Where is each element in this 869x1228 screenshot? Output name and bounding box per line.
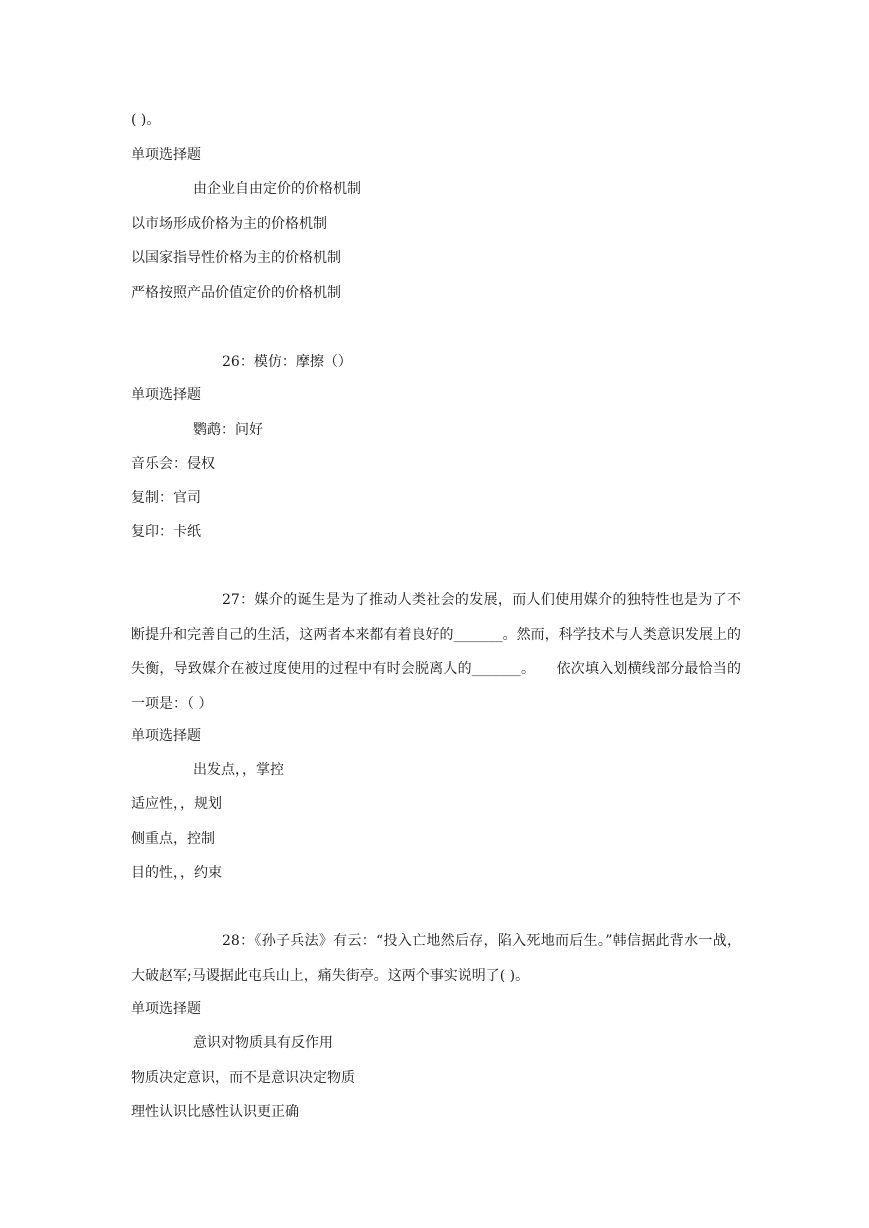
q26-option-b: 音乐会：侵权: [131, 456, 215, 472]
q27-stem: 27：媒介的诞生是为了推动人类社会的发展，而人们使用媒介的独特性也是为了不断提升和完善自己的生活，这两者本来都有着良好的_______。然而，科学技术与人类意识发展上的失衡，导致媒介在被过度使用的过程中有时会脱离人的_______。 依次填入划横线部分最恰当的一项是：（ ）: [131, 592, 741, 712]
q27-option-d: 目的性，，约束: [131, 865, 222, 881]
q25-option-c: 以国家指导性价格为主的价格机制: [131, 250, 341, 266]
q26-option-c: 复制：官司: [131, 490, 201, 506]
q27-option-c: 侧重点，控制: [131, 831, 215, 847]
q28-option-a: 意识对物质具有反作用: [193, 1035, 333, 1051]
q27-option-b: 适应性，，规划: [131, 796, 222, 812]
q26-option-d: 复印：卡纸: [131, 524, 201, 540]
q27-option-a: 出发点，，掌控: [193, 762, 284, 778]
q28-option-c: 理性认识比感性认识更正确: [131, 1104, 299, 1120]
q26-type-label: 单项选择题: [131, 387, 201, 403]
q28-type-label: 单项选择题: [131, 1001, 201, 1017]
q27-type-label: 单项选择题: [131, 728, 201, 744]
q26-stem: 26：模仿：摩擦（）: [222, 354, 352, 370]
q25-option-a: 由企业自由定价的价格机制: [193, 181, 361, 197]
q28-stem: 28：《孙子兵法》有云：“投入亡地然后存，陷入死地而后生。”韩信据此背水一战，大破赵军;马谡据此屯兵山上，痛失街亭。这两个事实说明了( )。: [131, 933, 741, 984]
q25-option-d: 严格按照产品价值定价的价格机制: [131, 285, 341, 301]
q28-option-b: 物质决定意识，而不是意识决定物质: [131, 1070, 355, 1086]
q25-type-label: 单项选择题: [131, 147, 201, 163]
q25-option-b: 以市场形成价格为主的价格机制: [131, 216, 327, 232]
q26-option-a: 鹦鹉：问好: [193, 422, 263, 438]
q25-stem-tail: ( )。: [131, 112, 161, 128]
